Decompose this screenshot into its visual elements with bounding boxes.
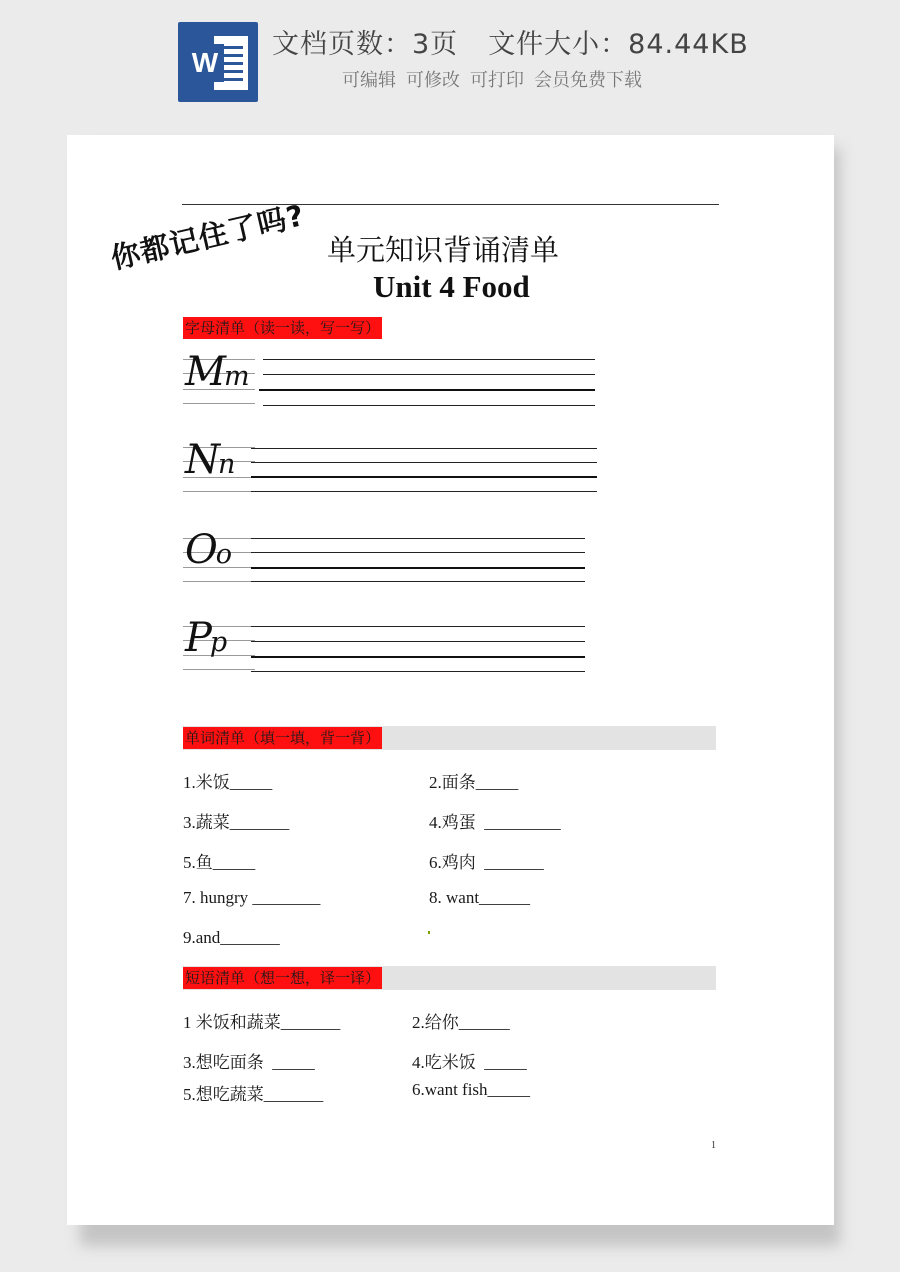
page-number: 1 [711,1140,716,1151]
page-count: 文档页数：3页 [272,29,459,60]
phrase-item-6: 6.want fish_____ [412,1080,531,1099]
document-page [67,135,834,1225]
word-item-4: 4.鸡蛋 _________ [429,813,561,832]
phrase-item-3: 3.想吃面条 _____ [183,1053,315,1072]
phrase-item-2: 2.给你______ [412,1013,510,1032]
word-item-9: 9.and_______ [183,928,280,947]
feature-list [342,66,642,92]
word-item-5: 5.鱼_____ [183,853,256,872]
phrase-item-5: 5.想吃蔬菜_______ [183,1085,324,1104]
letter-block-p [183,613,603,673]
word-item-6: 6.鸡肉 _______ [429,853,544,872]
title-english: Unit 4 Food [373,269,530,304]
letter-glyph-m: Mm [185,349,248,395]
stray-mark [428,931,430,934]
letters-section-label: 字母清单（读一读，写一写） [185,319,381,337]
word-item-8: 8. want______ [429,888,531,907]
phrases-section-label: 短语清单（想一想，译一译） [185,969,381,987]
letter-glyph-p: Pp [185,615,226,661]
feature-editable: 可编辑 [342,70,396,91]
word-item-3: 3.蔬菜_______ [183,813,290,832]
word-item-7: 7. hungry ________ [183,888,321,907]
word-item-2: 2.面条_____ [429,773,519,792]
feature-modifiable: 可修改 [406,70,460,91]
file-size: 文件大小：84.44KB [488,29,749,60]
feature-free-download: 会员免费下载 [534,70,642,91]
title-chinese: 单元知识背诵清单 [327,233,560,267]
letter-block-o [183,525,603,585]
phrase-item-4: 4.吃米饭 _____ [412,1053,527,1072]
feature-printable: 可打印 [470,70,524,91]
slogan: 你都记住了吗? [107,197,308,276]
word-document-icon [178,22,258,102]
letter-block-m [183,347,603,407]
download-banner [0,0,900,118]
letter-glyph-n: Nn [185,437,234,483]
word-letter: W [186,44,224,82]
letter-glyph-o: Oo [185,527,231,573]
document-info [272,22,749,61]
phrase-item-1: 1 米饭和蔬菜_______ [183,1013,341,1032]
letter-block-n [183,435,603,495]
word-item-1: 1.米饭_____ [183,773,273,792]
words-section-label: 单词清单（填一填，背一背） [185,729,381,747]
